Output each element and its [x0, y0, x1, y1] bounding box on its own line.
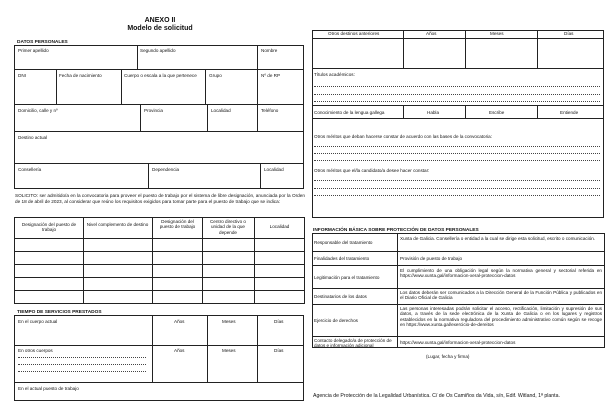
label-nrp[interactable]: Nº de RP — [261, 73, 281, 78]
label-meses-2: Meses — [222, 348, 236, 353]
label-localidad[interactable]: Localidad — [211, 108, 231, 113]
col-designacion-1: Designación del puesto de trabajo — [21, 222, 77, 233]
solicito-text: SOLICITO: ser admitido/a en la convocatoria para proveer el puesto de trabajo por el sistema de libre designación, anunciada por la Orden de 18 de abril de 2023, al considerar que reúno los requisitos exigidos para tomar parte para el puesto de trabajo que se indica: — [15, 193, 305, 205]
info-value-contacto[interactable]: https://www.xunta.gal/informacion-xeral-proteccion-datos — [400, 340, 516, 345]
label-meses-r: Meses — [490, 31, 504, 36]
section-title-info: INFORMACIÓN BÁSICA SOBRE PROTECCIÓN DE DATOS PERSONALES — [313, 228, 479, 233]
info-label-destinatarios: Destinatarios de los datos — [314, 294, 367, 299]
col-designacion-2: Designación del puesto de trabajo — [159, 219, 196, 230]
label-habla[interactable]: Habla — [427, 110, 440, 115]
label-meritos-candidato[interactable]: Otros méritos que el/la candidato/a desee hacer constar: — [314, 168, 430, 173]
label-anos-2: Años — [174, 348, 185, 353]
label-telefono[interactable]: Teléfono — [261, 108, 279, 113]
label-localidad-2[interactable]: Localidad — [264, 167, 284, 172]
label-meses-1: Meses — [222, 319, 236, 324]
label-cuerpo-actual[interactable]: En el cuerpo actual — [18, 319, 58, 324]
label-otros-cuerpos[interactable]: En otros cuerpos — [18, 348, 53, 353]
info-value-legitimacion: El cumplimiento de una obligación legal según la normativa general y sectorial referida en https://www.xunta.gal/informacion-xeral-proteccion-datos — [400, 268, 602, 279]
info-value-destinatarios: Los datos deberán ser comunicados a la Dirección General de la Función Pública y publicados en el Diario Oficial de Galicia — [400, 290, 602, 301]
label-destino-actual[interactable]: Destino actual — [18, 135, 48, 140]
label-dias-1: Días — [274, 319, 284, 324]
label-primer-apellido[interactable]: Primer apellido — [18, 48, 49, 53]
label-escribe[interactable]: Escribe — [489, 110, 505, 115]
info-value-finalidades: Provisión de puesto de trabajo — [400, 256, 463, 261]
col-localidad: Localidad — [269, 224, 290, 229]
annex-label: ANEXO II — [144, 17, 176, 24]
label-actual-puesto[interactable]: En el actual puesto de trabajo — [18, 386, 79, 391]
section-title-tiempo: TIEMPO DE SERVICIOS PRESTADOS — [17, 310, 102, 315]
label-dependencia[interactable]: Dependencia — [152, 167, 180, 172]
label-dias-2: Días — [274, 348, 284, 353]
info-label-derechos: Ejercicio de derechos — [314, 318, 358, 323]
lugar-fecha-firma: (Lugar, fecha y firma) — [426, 354, 470, 359]
label-entiende[interactable]: Entiende — [560, 110, 579, 115]
label-domicilio[interactable]: Domicilio, calle y nº — [18, 108, 58, 113]
right-top-box — [312, 30, 604, 218]
label-lengua-gallega: Conocimiento de la lengua gallega — [314, 110, 385, 115]
info-value-responsable: Xunta de Galicia. Consellería o entidad a la cual se dirige esta solicitud, escrito o comunicación. — [400, 236, 596, 241]
label-provincia[interactable]: Provincia — [144, 108, 163, 113]
label-anos-1: Años — [174, 319, 185, 324]
info-label-contacto: Contacto delegado/a de protección de datos e información adicional — [314, 338, 392, 349]
label-conselleria[interactable]: Consellería — [18, 167, 42, 172]
info-value-derechos: Las personas interesadas podrán solicitar el acceso, rectificación, limitación y supresión de sus datos, a través de la sede electrónica de la Xunta de Galicia o en los lugares y registros establecidos en la normativa reguladora del procedimiento administrativo común según se recoge en https://www.xunta.gal/exercicio-de-dereitos — [400, 306, 602, 327]
section-title-personal: DATOS PERSONALES — [17, 40, 68, 45]
label-otros-destinos: Otros destinos anteriores — [328, 31, 380, 36]
label-segundo-apellido[interactable]: Segundo apellido — [140, 48, 176, 53]
col-centro-directivo: Centro directivo o unidad de la que depende — [209, 219, 246, 235]
label-titulos[interactable]: Títulos académicos: — [314, 72, 355, 77]
col-nivel: Nivel complemento de destino — [86, 222, 149, 227]
footer-address: Agencia de Protección de la Legalidad Urbanística. C/ de Os Camiños da Vida, s/n, Edif. Witland, 1ª planta. — [313, 393, 560, 399]
label-dni[interactable]: DNI — [18, 73, 26, 78]
info-label-legitimacion: Legitimación para el tratamiento — [314, 275, 380, 280]
info-label-responsable: Responsable del tratamiento — [314, 240, 373, 245]
label-dias-r: Días — [564, 31, 574, 36]
label-meritos-bases[interactable]: Otros méritos que deban hacerse constar de acuerdo con las bases de la convocatoria: — [314, 134, 492, 139]
label-cuerpo-escala[interactable]: Cuerpo o escala a la que pertenece — [124, 73, 197, 78]
label-anos-r: Años — [426, 31, 437, 36]
label-nombre[interactable]: Nombre — [261, 48, 278, 53]
info-label-finalidades: Finalidades del tratamiento — [314, 256, 370, 261]
page-title: Modelo de solicitud — [127, 25, 193, 32]
label-grupo[interactable]: Grupo — [209, 73, 222, 78]
label-fecha-nacimiento[interactable]: Fecha de nacimiento — [59, 73, 102, 78]
